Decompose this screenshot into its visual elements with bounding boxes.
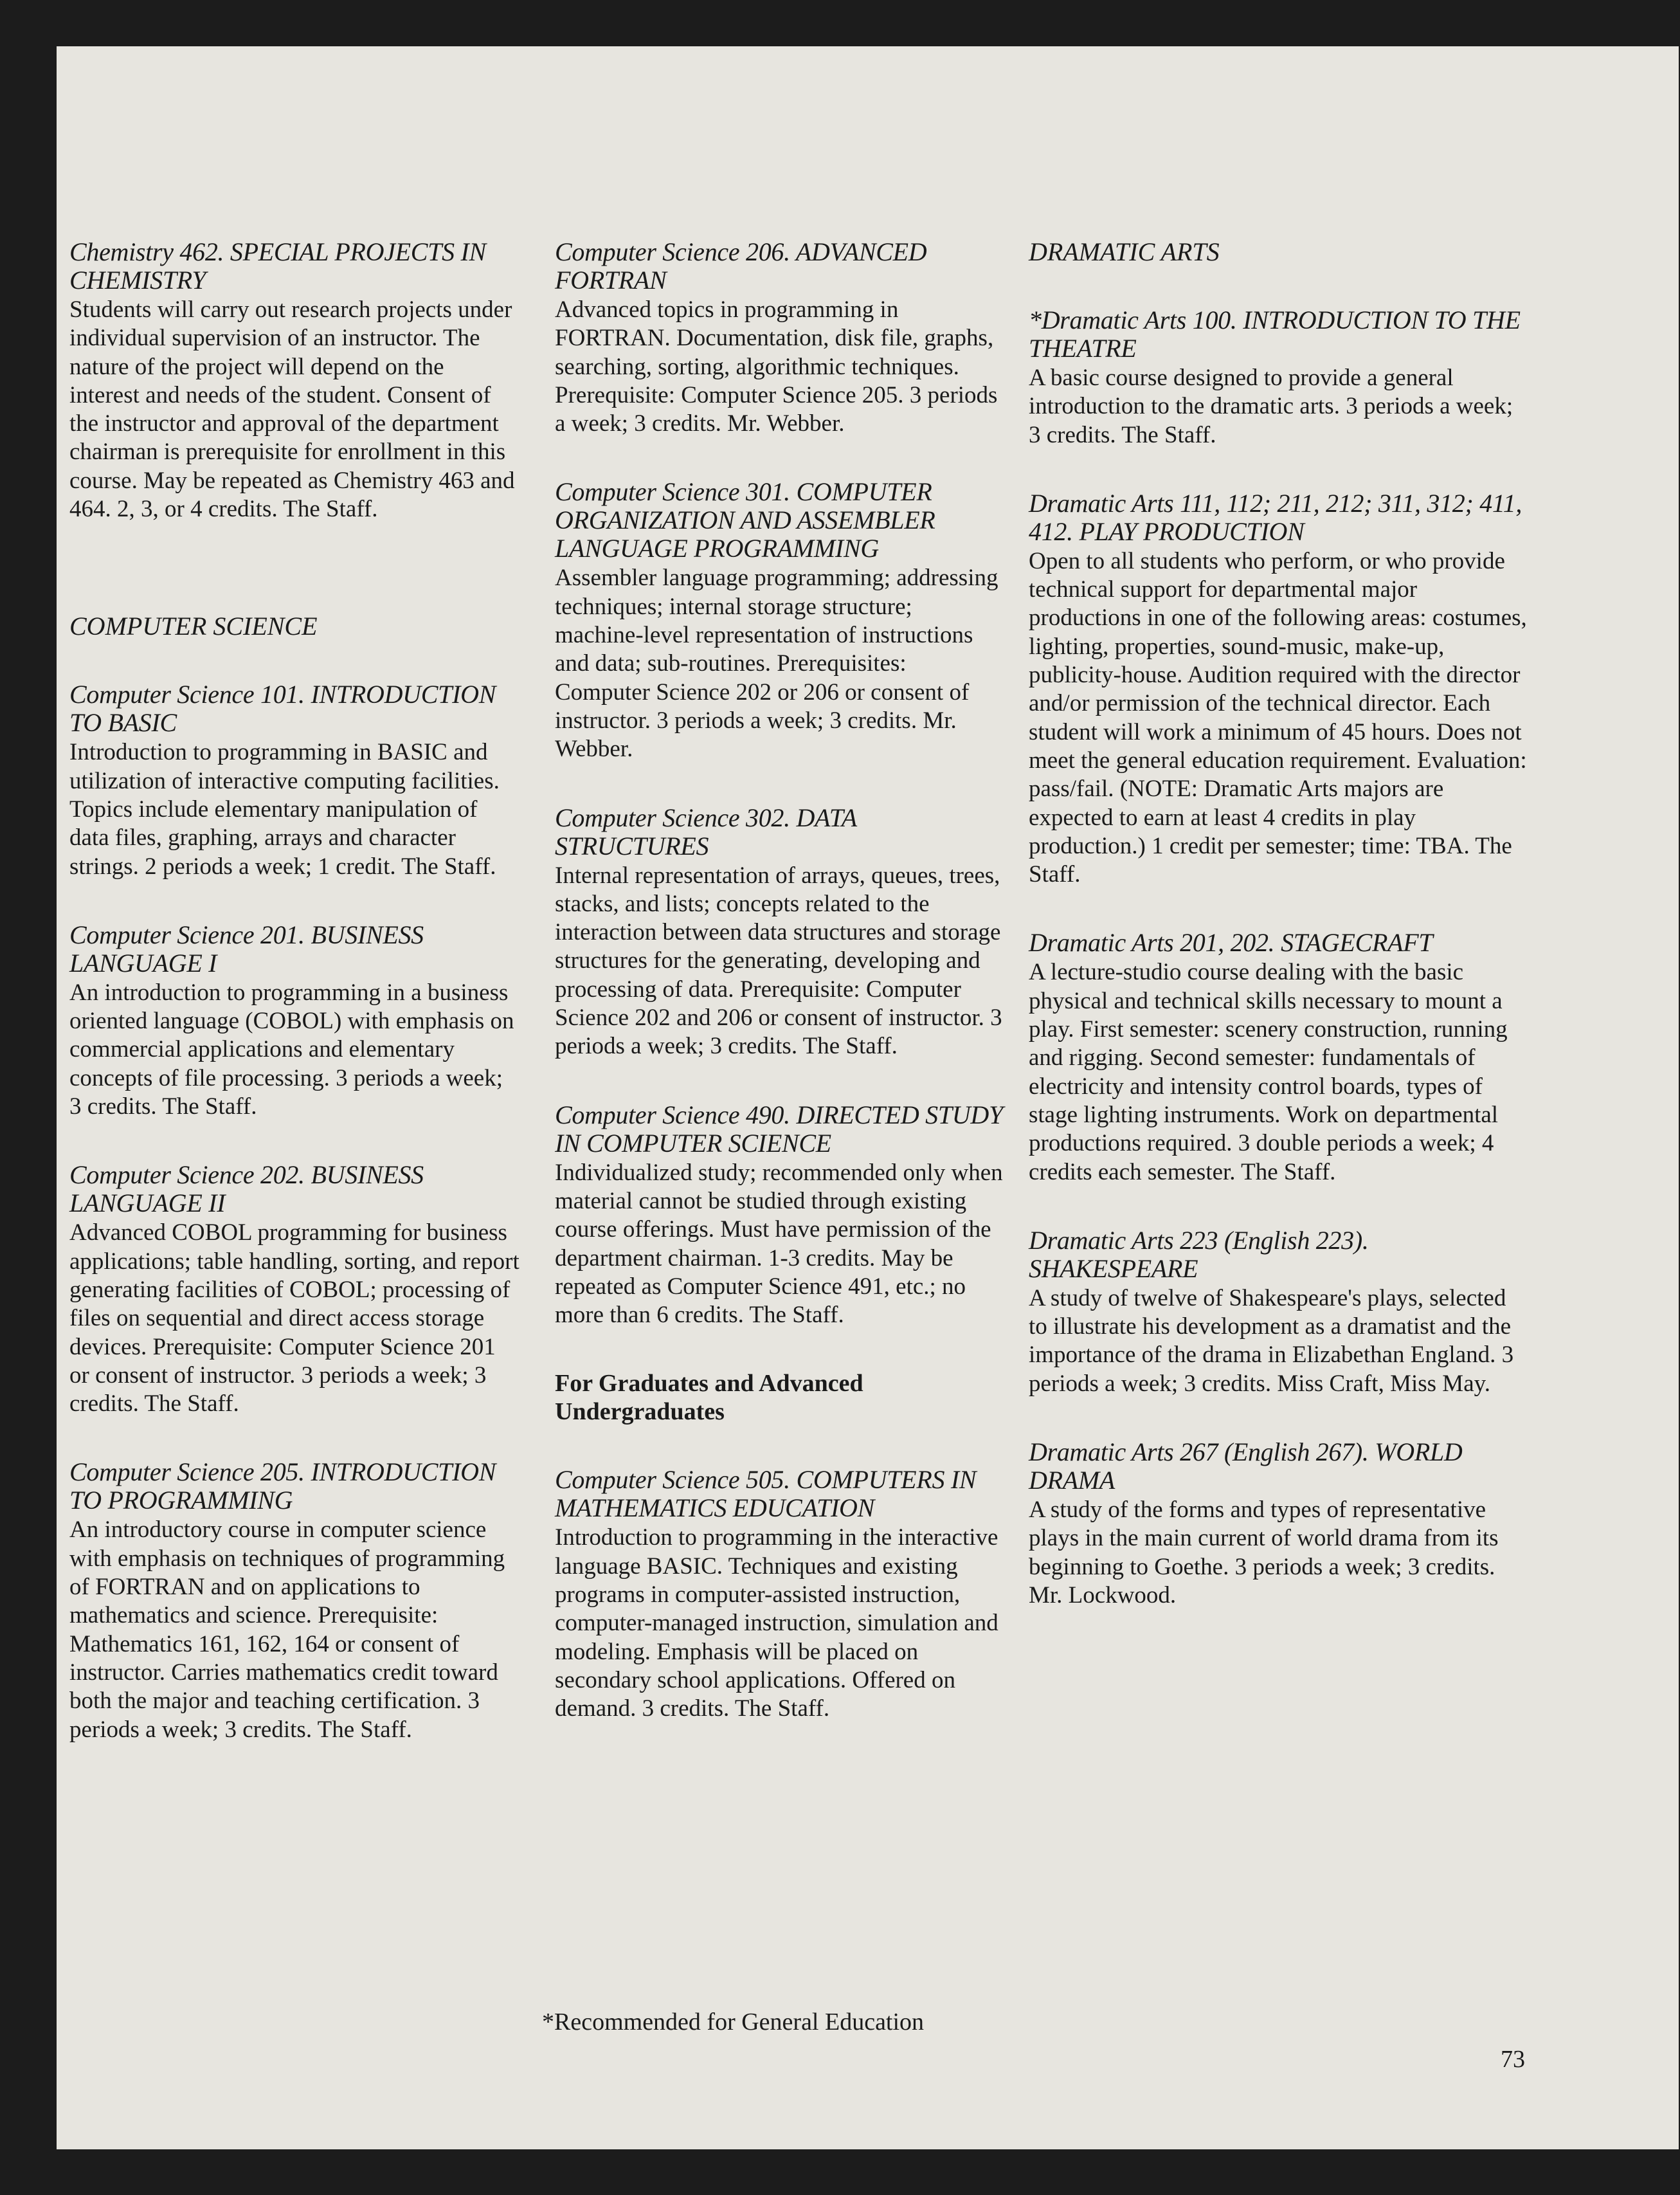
course-entry-da-267	[1029, 1438, 1530, 1610]
course-entry-cs-490	[555, 1101, 1005, 1330]
course-description: Internal representation of arrays, queues, trees, stacks, and lists; concepts related to the interaction between data structures and storage structures for the generating, developing and processing of data. Prerequisite: Computer Science 202 and 206 or consent of instructor. 3 periods a week; 3 credits. The Staff.	[555, 862, 1002, 1060]
course-description: An introduction to programming in a business oriented language (COBOL) with emphasis on commercial applications and elementary concepts of file processing. 3 periods a week; 3 credits. The Staff.	[69, 979, 514, 1120]
course-title: Dramatic Arts 267 (English 267). WORLD DRAMA	[1029, 1437, 1463, 1495]
column-middle	[555, 238, 1005, 1763]
section-heading-dramatic-arts: DRAMATIC ARTS	[1029, 237, 1220, 266]
course-description: Introduction to programming in BASIC and utilization of interactive computing facilities. Topics include elementary manipulation of data files, graphing, arrays and character strings. 2 periods a week; 1 credit. The Staff.	[69, 739, 500, 880]
course-entry-cs-202	[69, 1161, 519, 1418]
course-description: A lecture-studio course dealing with the basic physical and technical skills necessary to mount a play. First semester: scenery construction, running and rigging. Second semester: fundamentals of electricity and intensity control boards, types of stage lighting instruments. Work on departmental productions required. 3 double periods a week; 4 credits each semester. The Staff.	[1029, 959, 1508, 1185]
course-description: A study of twelve of Shakespeare's plays, selected to illustrate his development as a dramatist and the importance of the drama in Elizabethan England. 3 periods a week; 3 credits. Miss Craft, Miss May.	[1029, 1284, 1514, 1397]
course-title: Computer Science 206. ADVANCED FORTRAN	[555, 237, 927, 295]
course-title: Computer Science 101. INTRODUCTION TO BASIC	[69, 680, 496, 738]
footnote: *Recommended for General Education	[542, 2008, 925, 2036]
page-number: 73	[1501, 2046, 1525, 2073]
course-description: A study of the forms and types of representative plays in the main current of world drama from its beginning to Goethe. 3 periods a week; 3 credits. Mr. Lockwood.	[1029, 1497, 1499, 1608]
course-entry-cs-206	[555, 238, 1005, 438]
course-title: Dramatic Arts 201, 202. STAGECRAFT	[1029, 928, 1433, 958]
course-entry-cs-301	[555, 478, 1005, 763]
column-right	[1029, 238, 1530, 1650]
catalog-page	[57, 46, 1679, 2149]
course-title: Computer Science 302. DATA STRUCTURES	[555, 803, 857, 861]
course-entry-da-play-production	[1029, 489, 1530, 889]
course-description: Advanced COBOL programming for business applications; table handling, sorting, and report generating facilities of COBOL; processing of files on sequential and direct access storage devices. Prerequisite: Computer Science 201 or consent of instructor. 3 periods a week; 3 credits. The Staff.	[69, 1219, 519, 1417]
course-title: Computer Science 201. BUSINESS LANGUAGE I	[69, 920, 424, 978]
course-title: *Dramatic Arts 100. INTRODUCTION TO THE THEATRE	[1029, 305, 1521, 363]
course-title: Computer Science 202. BUSINESS LANGUAGE II	[69, 1160, 424, 1218]
course-entry-cs-201	[69, 921, 519, 1121]
course-entry-cs-101	[69, 680, 519, 880]
course-title: Dramatic Arts 111, 112; 211, 212; 311, 312; 411, 412. PLAY PRODUCTION	[1029, 488, 1522, 546]
course-title: Computer Science 505. COMPUTERS IN MATHEMATICS EDUCATION	[555, 1465, 977, 1523]
course-entry-chemistry-462	[69, 238, 519, 524]
section-heading-computer-science: COMPUTER SCIENCE	[69, 612, 318, 641]
course-title: Chemistry 462. SPECIAL PROJECTS IN CHEMISTRY	[69, 237, 486, 295]
course-description: Individualized study; recommended only when material cannot be studied through existing course offerings. Must have permission of the department chairman. 1-3 credits. May be repeated as Computer Science 491, etc.; no more than 6 credits. The Staff.	[555, 1159, 1003, 1329]
course-description: Students will carry out research projects under individual supervision of an instructor. The nature of the project will depend on the interest and needs of the student. Consent of the instructor and approval of the department chairman is prerequisite for enrollment in this course. May be repeated as Chemistry 463 and 464. 2, 3, or 4 credits. The Staff.	[69, 296, 515, 523]
column-left	[69, 238, 519, 1784]
course-title: Computer Science 205. INTRODUCTION TO PROGRAMMING	[69, 1457, 496, 1515]
course-description: A basic course designed to provide a general introduction to the dramatic arts. 3 periods a week; 3 credits. The Staff.	[1029, 365, 1513, 448]
course-entry-cs-205	[69, 1458, 519, 1744]
course-description: Open to all students who perform, or who provide technical support for departmental major productions in one of the following areas: costumes, lighting, properties, sound-music, make-up, publicity-house. Audition required with the director and/or permission of the technical director. Each student will work a minimum of 45 hours. Does not meet the general education requirement. Evaluation: pass/fail. (NOTE: Dramatic Arts majors are expected to earn at least 4 credits in play production.) 1 credit per semester; time: TBA. The Staff.	[1029, 547, 1527, 888]
course-description: An introductory course in computer science with emphasis on techniques of programming of FORTRAN and on applications to mathematics and science. Prerequisite: Mathematics 161, 162, 164 or consent of instructor. Carries mathematics credit toward both the major and teaching certification. 3 periods a week; 3 credits. The Staff.	[69, 1516, 505, 1743]
course-description: Assembler language programming; addressing techniques; internal storage structure; machine-level representation of instructions and data; sub-routines. Prerequisites: Computer Science 202 or 206 or consent of instructor. 3 periods a week; 3 credits. Mr. Webber.	[555, 565, 998, 763]
course-description: Advanced topics in programming in FORTRAN. Documentation, disk file, graphs, searching, sorting, algorithmic techniques. Prerequisite: Computer Science 205. 3 periods a week; 3 credits. Mr. Webber.	[555, 296, 998, 437]
course-entry-cs-302	[555, 804, 1005, 1061]
course-entry-da-100	[1029, 306, 1530, 450]
course-title: Computer Science 301. COMPUTER ORGANIZATION AND ASSEMBLER LANGUAGE PROGRAMMING	[555, 477, 935, 563]
course-entry-cs-505	[555, 1466, 1005, 1723]
course-title: Dramatic Arts 223 (English 223). SHAKESPEARE	[1029, 1225, 1369, 1283]
course-title: Computer Science 490. DIRECTED STUDY IN COMPUTER SCIENCE	[555, 1100, 1003, 1158]
course-entry-da-201	[1029, 929, 1530, 1186]
course-entry-da-223	[1029, 1226, 1530, 1398]
course-description: Introduction to programming in the interactive language BASIC. Techniques and existing programs in computer-assisted instruction, computer-managed instruction, simulation and modeling. Emphasis will be placed on secondary school applications. Offered on demand. 3 credits. The Staff.	[555, 1524, 998, 1722]
graduate-subheading: For Graduates and Advanced Undergraduates	[555, 1370, 863, 1426]
